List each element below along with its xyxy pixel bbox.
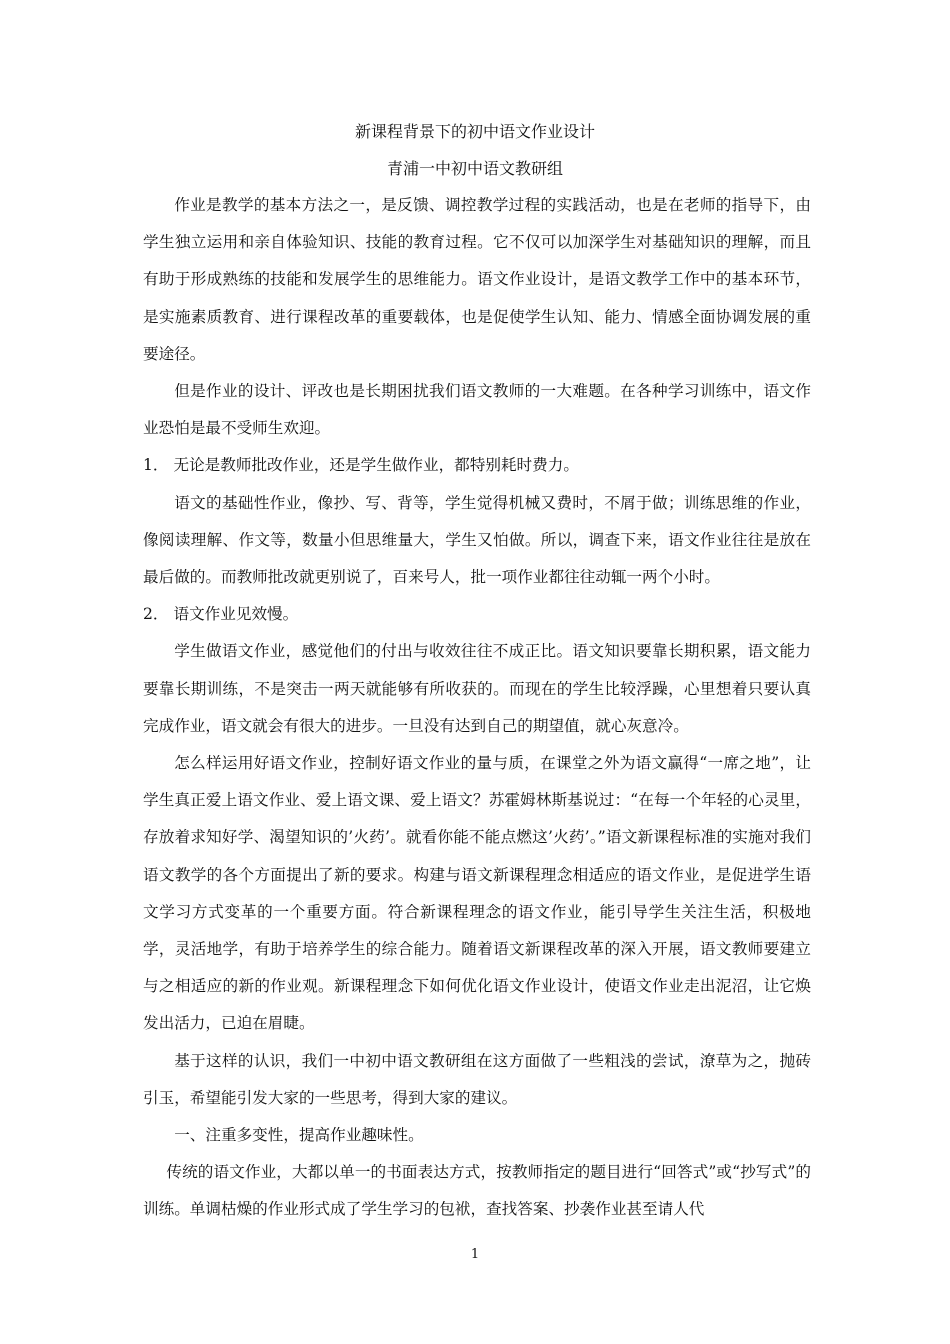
paragraph: 语文的基础性作业，像抄、写、背等，学生觉得机械又费时，不屑于做；训练思维的作业，像阅读理解、作文等，数量小但思维量大，学生又怕做。所以，调查下来，语文作业往往是放在最后做的。而教师批改就更别说了，百来号人，批一项作业都往往动辄一两个小时。 xyxy=(143,493,811,587)
paragraph: 作业是教学的基本方法之一，是反馈、调控教学过程的实践活动，也是在老师的指导下，由学生独立运用和亲自体验知识、技能的教育过程。它不仅可以加深学生对基础知识的理解，而且有助于形成熟练的技能和发展学生的思维能力。语文作业设计，是语文教学工作中的基本环节，是实施素质教育、进行课程改革的重要载体，也是促使学生认知、能力、情感全面协调发展的重要途径。 xyxy=(143,196,811,363)
numbered-heading: 2． 语文作业见效慢。 xyxy=(143,605,299,624)
numbered-heading: 1． 无论是教师批改作业，还是学生做作业，都特别耗时费力。 xyxy=(143,456,579,475)
page-number: 1 xyxy=(470,1247,480,1262)
paragraph: 学生做语文作业，感觉他们的付出与收效往往不成正比。语文知识要靠长期积累，语文能力要靠长期训练，不是突击一两天就能够有所收获的。而现在的学生比较浮躁，心里想着只要认真完成作业，语文就会有很大的进步。一旦没有达到自己的期望值，就心灰意冷。 xyxy=(143,642,811,735)
paragraph: 基于这样的认识，我们一中初中语文教研组在这方面做了一些粗浅的尝试，潦草为之，抛砖引玉，希望能引发大家的一些思考，得到大家的建议。 xyxy=(143,1051,811,1107)
section-heading: 一、注重多变性，提高作业趣味性。 xyxy=(174,1126,424,1145)
document-title: 新课程背景下的初中语文作业设计 xyxy=(354,122,595,141)
document-body xyxy=(143,187,811,1229)
paragraph: 怎么样运用好语文作业，控制好语文作业的量与质，在课堂之外为语文赢得“一席之地”，让学生真正爱上语文作业、爱上语文课、爱上语文？苏霍姆林斯基说过：“在每一个年轻的心灵里，存放着求知好学、渴望知识的’火药’。就看你能不能点燃这’火药’。”语文新课程标准的实施对我们语文教学的各个方面提出了新的要求。构建与语文新课程理念相适应的语文作业，是促进学生语文学习方式变革的一个重要方面。符合新课程理念的语文作业，能引导学生关注生活，积极地学，灵活地学，有助于培养学生的综合能力。随着语文新课程改革的深入开展，语文教师要建立与之相适应的新的作业观。新课程理念下如何优化语文作业设计，使语文作业走出泥沼，让它焕发出活力，已迫在眉睫。 xyxy=(143,754,811,1033)
paragraph: 但是作业的设计、评改也是长期困扰我们语文教师的一大难题。在各种学习训练中，语文作业恐怕是最不受师生欢迎。 xyxy=(143,382,811,438)
paragraph: 传统的语文作业，大都以单一的书面表达方式，按教师指定的题目进行“回答式”或“抄写式”的训练。单调枯燥的作业形式成了学生学习的包袱，查找答案、抄袭作业甚至请人代 xyxy=(143,1163,811,1219)
document-author: 青浦一中初中语文教研组 xyxy=(386,159,563,178)
